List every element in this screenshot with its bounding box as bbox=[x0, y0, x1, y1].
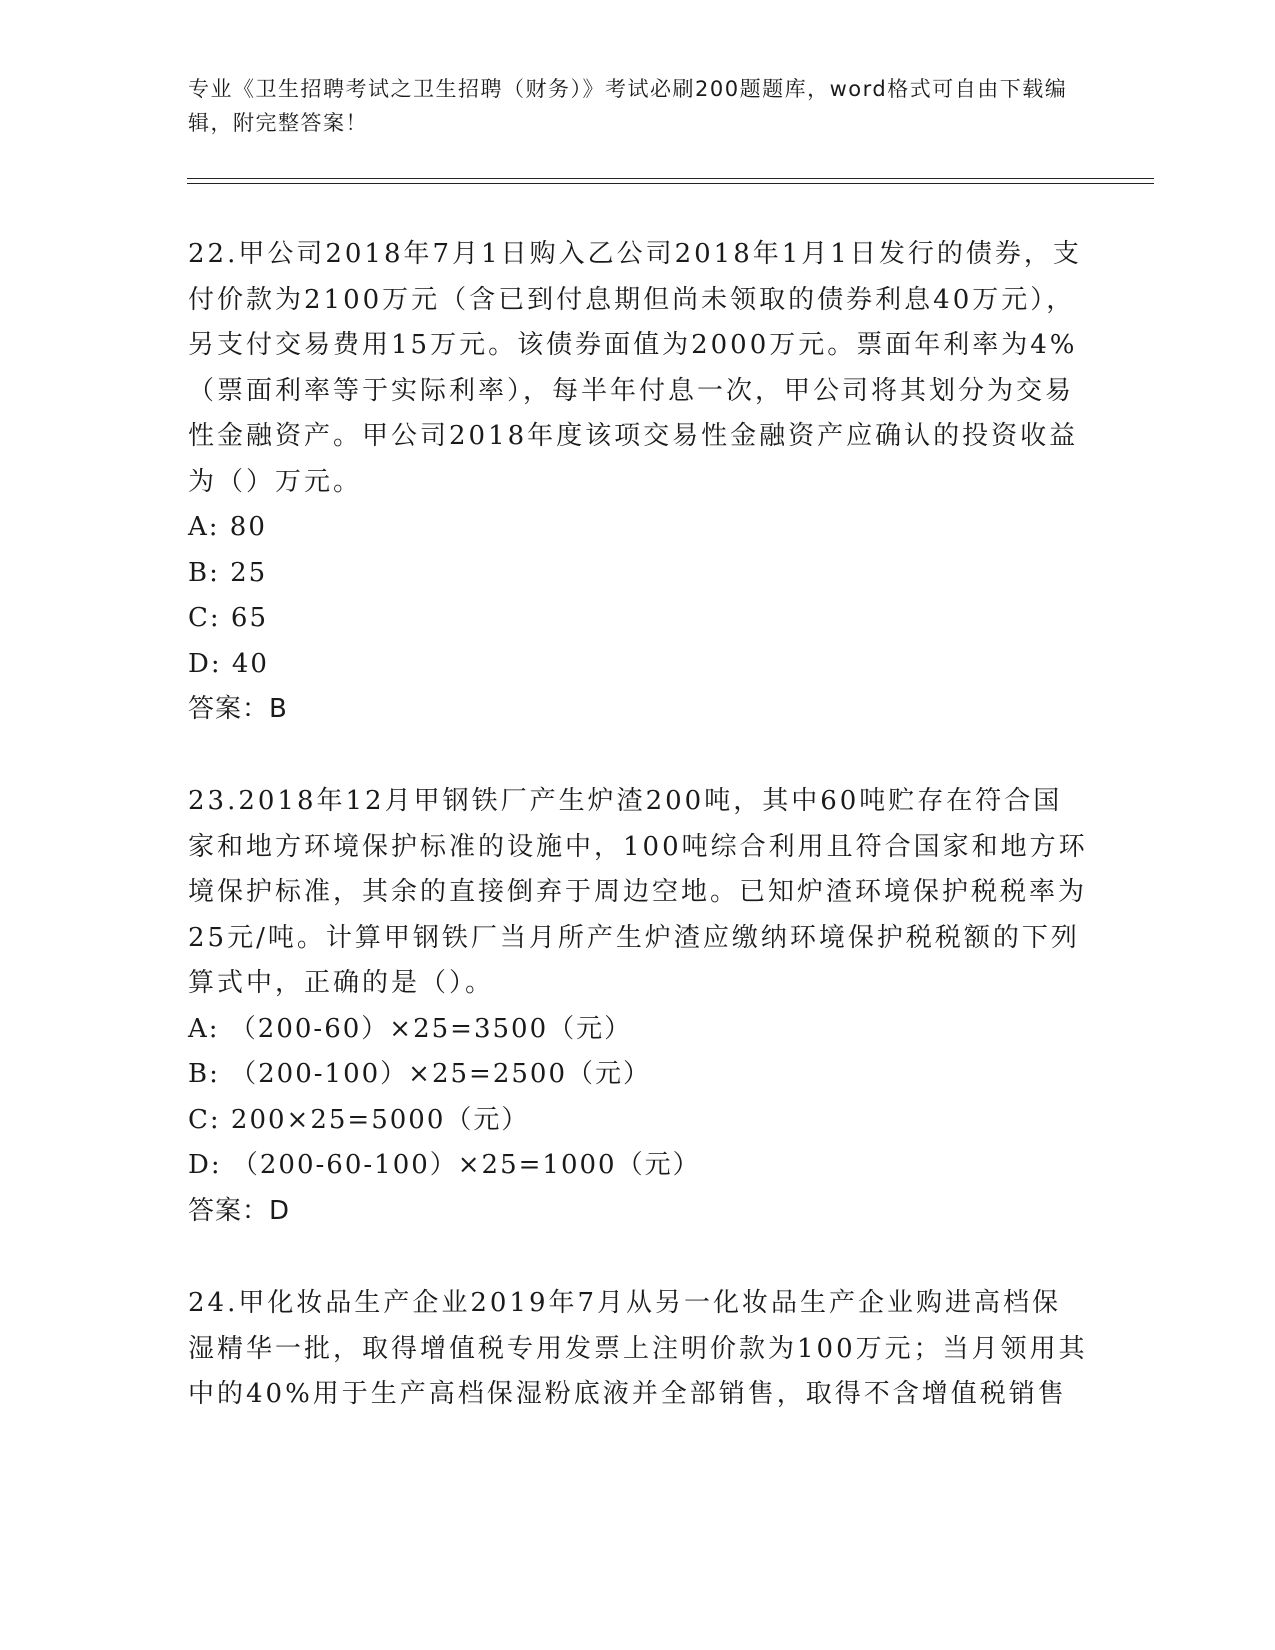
question-24 bbox=[188, 1281, 1088, 1418]
document-header bbox=[188, 72, 1068, 140]
header-title: 专业《卫生招聘考试之卫生招聘（财务）》考试必刷200题题库，word格式可自由下载编辑，附完整答案！ bbox=[188, 77, 1068, 135]
option-b: B: （200-100）×25=2500（元） bbox=[188, 1059, 651, 1089]
option-a: A: （200-60）×25=3500（元） bbox=[188, 1013, 633, 1044]
option-d: D: 40 bbox=[188, 648, 269, 679]
answer-label: 答案：D bbox=[188, 1195, 291, 1226]
question-stem: 24.甲化妆品生产企业2019年7月从另一化妆品生产企业购进高档保湿精华一批，取得增值税专用发票上注明价款为100万元；当月领用其中的40%用于生产高档保湿粉底液并全部销售，取得不含增值税销售 bbox=[188, 1288, 1088, 1409]
question-22 bbox=[188, 232, 1088, 733]
option-b: B: 25 bbox=[188, 557, 268, 588]
question-23 bbox=[188, 779, 1088, 1234]
option-d: D: （200-60-100）×25=1000（元） bbox=[188, 1150, 701, 1180]
question-stem: 23.2018年12月甲钢铁厂产生炉渣200吨，其中60吨贮存在符合国家和地方环境保护标准的设施中，100吨综合利用且符合国家和地方环境保护标准，其余的直接倒弃于周边空地。已知炉渣环境保护税税率为25元/吨。计算甲钢铁厂当月所产生炉渣应缴纳环境保护税税额的下列算式中，正确的是（）。 bbox=[188, 786, 1088, 998]
answer-label: 答案：B bbox=[188, 694, 288, 724]
question-stem: 22.甲公司2018年7月1日购入乙公司2018年1月1日发行的债券，支付价款为2100万元（含已到付息期但尚未领取的债券利息40万元），另支付交易费用15万元。该债券面值为2000万元。票面年利率为4%（票面利率等于实际利率），每半年付息一次，甲公司将其划分为交易性金融资产。甲公司2018年度该项交易性金融资产应确认的投资收益为（）万元。 bbox=[188, 239, 1082, 497]
header-divider-bottom bbox=[187, 183, 1154, 184]
header-divider-top bbox=[187, 178, 1154, 179]
option-c: C: 200×25=5000（元） bbox=[188, 1104, 530, 1135]
option-a: A: 80 bbox=[188, 512, 267, 542]
option-c: C: 65 bbox=[188, 603, 269, 633]
